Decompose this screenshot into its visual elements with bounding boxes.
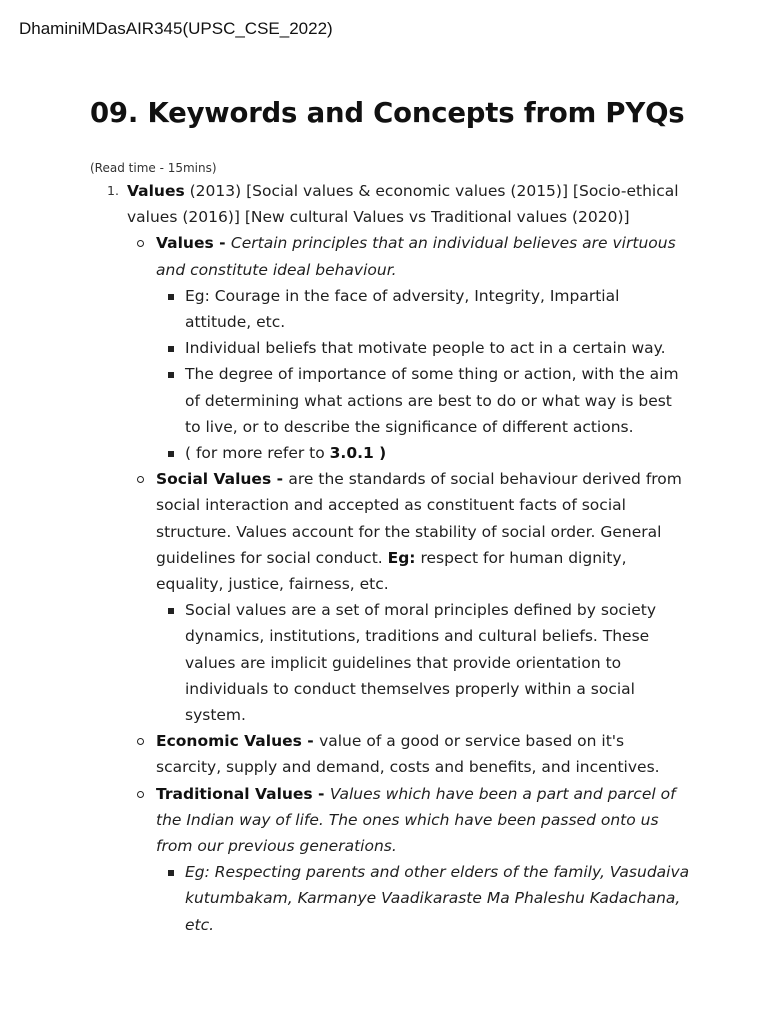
list-number: 1. [107, 183, 119, 198]
read-time-note: (Read time - 15mins) [90, 161, 217, 175]
sub-point-list [156, 597, 690, 728]
numbered-list [90, 178, 690, 938]
concept-traditional-values [156, 781, 690, 938]
page-title: 09. Keywords and Concepts from PYQs [90, 97, 685, 129]
document-body [90, 178, 690, 938]
sub-point-reference [185, 440, 690, 466]
concept-label: Social Values - [156, 470, 289, 489]
sub-point: The degree of importance of some thing or action, with the aim of determining what actions are best to do or what way is best to live, or to describe the significance of different actions. [185, 361, 690, 440]
concept-social-values [156, 466, 690, 728]
concept-values [156, 230, 690, 466]
concept-text: are the standards of social behaviour derived from social interaction and accepted as constituent facts of social structure. Values account for the stability of social order. General guidelines for social conduct. [156, 470, 682, 567]
sub-point [185, 859, 690, 938]
topic-heading: Values [127, 182, 185, 200]
concept-list [127, 230, 690, 937]
reference-section: 3.0.1 ) [329, 444, 387, 463]
example-label: Eg: [387, 548, 416, 567]
concept-economic-values [156, 728, 690, 780]
concept-label: Economic Values - [156, 732, 320, 751]
sub-point: Social values are a set of moral principles defined by society dynamics, institutions, traditions and cultural beliefs. These values are implicit guidelines that provide orientation to individuals to conduct themselves properly within a social system. [185, 597, 690, 728]
sub-point-list [156, 283, 690, 466]
topic-pyq-years: (2013) [Social values & economic values (2015)] [Socio-ethical values (2016)] [New cultural Values vs Traditional values (2020)] [127, 182, 679, 227]
sub-point: Eg: Courage in the face of adversity, Integrity, Impartial attitude, etc. [185, 283, 690, 335]
concept-text: respect for human dignity, equality, justice, fairness, etc. [156, 548, 627, 594]
sub-point-list [156, 859, 690, 938]
concept-label: Values - [156, 234, 231, 253]
concept-definition: Values which have been a part and parcel of the Indian way of life. The ones which have been passed onto us from our previous generations. [156, 784, 676, 856]
list-item-values-topic [107, 178, 690, 938]
concept-text: value of a good or service based on it's scarcity, supply and demand, costs and benefits, and incentives. [156, 732, 660, 777]
concept-definition: Certain principles that an individual believes are virtuous and constitute ideal behaviour. [156, 234, 676, 279]
example-text: Eg: Respecting parents and other elders of the family, Vasudaiva kutumbakam, Karmanye Vaadikaraste Ma Phaleshu Kadachana, etc. [185, 863, 690, 934]
sub-point: Individual beliefs that motivate people to act in a certain way. [185, 335, 690, 361]
concept-label: Traditional Values - [156, 784, 330, 803]
reference-prefix: ( for more refer to [185, 444, 330, 463]
document-header-tag: DhaminiMDasAIR345(UPSC_CSE_2022) [19, 19, 333, 38]
